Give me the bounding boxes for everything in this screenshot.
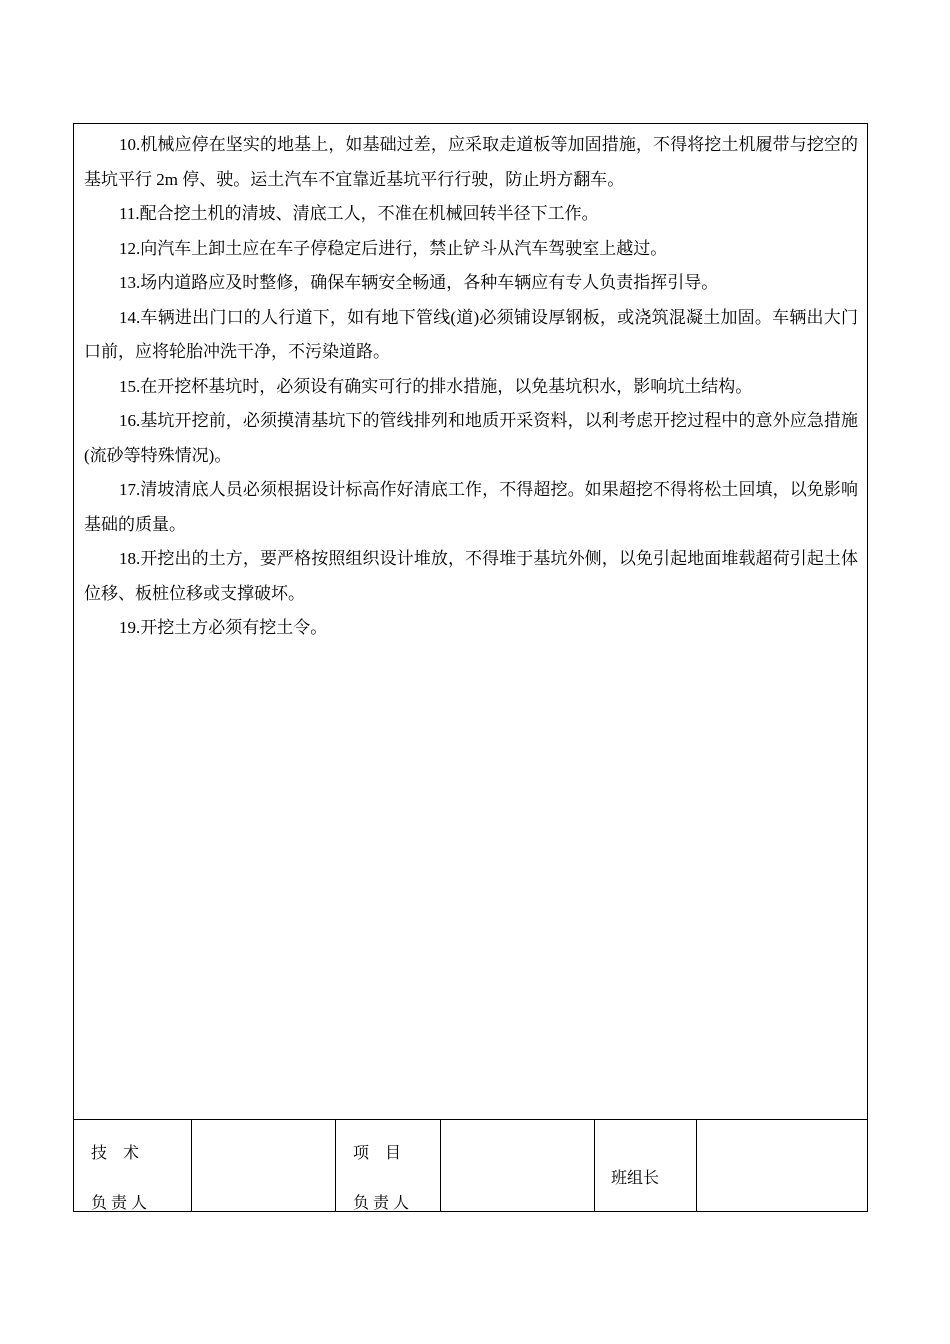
tech-lead-label-line2: 负 责 人: [91, 1195, 148, 1212]
team-leader-label: 班组长: [611, 1170, 660, 1187]
paragraph-17: 17.清坡清底人员必须根据设计标高作好清底工作，不得超挖。如果超挖不得将松土回填，以免影响基础的质量。: [84, 480, 858, 534]
tech-lead-label-line1: 技 术: [91, 1145, 140, 1162]
paragraph-18: 18.开挖出的土方，要严格按照组织设计堆放，不得堆于基坑外侧，以免引起地面堆载超荷引起土体位移、板桩位移或支撑破坏。: [84, 549, 858, 603]
team-leader-label-cell: [595, 1120, 697, 1212]
paragraph-12: 12.向汽车上卸土应在车子停稳定后进行，禁止铲斗从汽车驾驶室上越过。: [119, 238, 668, 258]
paragraph-19: 19.开挖土方必须有挖土令。: [119, 618, 328, 637]
paragraph-16: 16.基坑开挖前，必须摸清基坑下的管线排列和地质开采资料，以利考虑开挖过程中的意外应急措施(流砂等特殊情况)。: [84, 411, 858, 465]
paragraph-14: 14.车辆进出门口的人行道下，如有地下管线(道)必须铺设厚钢板，或浇筑混凝土加固。车辆出大门口前，应将轮胎冲洗干净，不污染道路。: [84, 307, 858, 361]
paragraph-11: 11.配合挖土机的清坡、清底工人，不准在机械回转半径下工作。: [119, 204, 599, 223]
tech-lead-label-cell: [74, 1120, 192, 1212]
tech-lead-signature-cell[interactable]: [192, 1120, 336, 1212]
signature-row: [74, 1119, 867, 1212]
content-cell: [74, 124, 867, 1119]
project-lead-label-line2: 负 责 人: [353, 1195, 410, 1212]
paragraph-15: 15.在开挖杯基坑时，必须设有确实可行的排水措施，以免基坑积水，影响坑土结构。: [119, 376, 753, 396]
disclosure-table: [73, 123, 868, 1212]
project-lead-label-cell: [336, 1120, 441, 1212]
paragraph-13: 13.场内道路应及时整修，确保车辆安全畅通，各种车辆应有专人负责指挥引导。: [119, 273, 719, 292]
project-lead-label-line1: 项 目: [353, 1145, 402, 1162]
paragraph-10: 10.机械应停在坚实的地基上，如基础过差，应采取走道板等加固措施，不得将挖土机履带与挖空的基坑平行 2m 停、驶。运土汽车不宜靠近基坑平行行驶，防止坍方翻车。: [84, 135, 858, 189]
project-lead-signature-cell[interactable]: [441, 1120, 595, 1212]
team-leader-signature-cell[interactable]: [697, 1120, 867, 1212]
